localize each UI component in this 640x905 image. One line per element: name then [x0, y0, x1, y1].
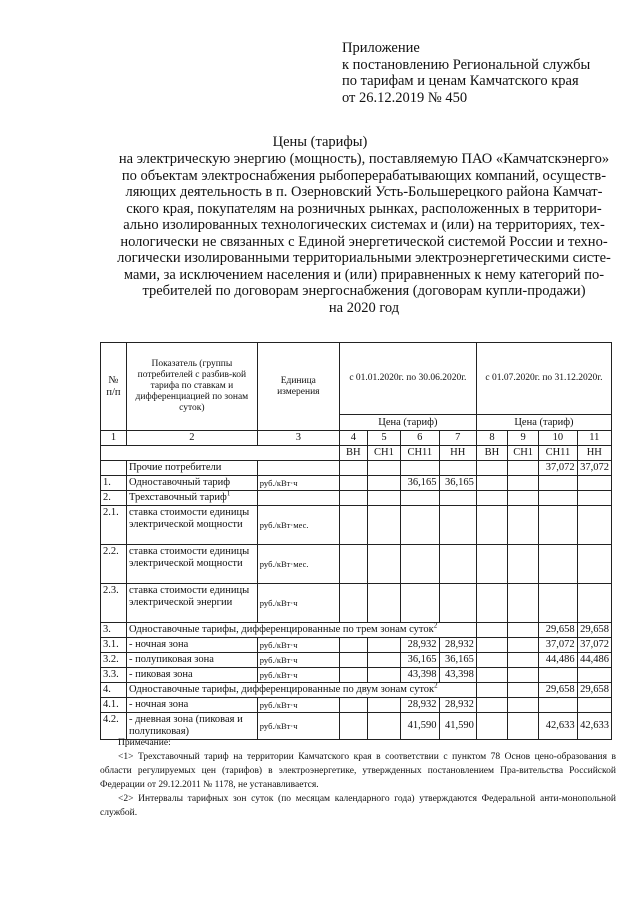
appendix-line: от 26.12.2019 № 450 [342, 89, 468, 106]
price-cell [367, 545, 400, 584]
table-row [101, 698, 612, 713]
row-number: 2. [101, 491, 127, 506]
subtitle-line: мами, за исключением населения и (или) приравненных к нему категорий по- [123, 266, 605, 283]
price-cell [476, 638, 507, 653]
table-row [101, 461, 612, 476]
price-cell [339, 491, 367, 506]
row-number: 4.2. [101, 713, 127, 740]
row-indicator [126, 461, 257, 476]
price-cell [439, 584, 476, 623]
row-number: 2.3. [101, 584, 127, 623]
subtitle-line: на электрическую энергию (мощность), поставляемую ПАО «Камчатскэнерго» [118, 151, 610, 167]
price-cell [508, 668, 539, 683]
level-cell: НН [577, 446, 611, 461]
col-num-cell: 9 [508, 431, 539, 446]
table-row [101, 638, 612, 653]
row-indicator [126, 653, 257, 668]
price-cell [539, 491, 577, 506]
appendix-line: к постановлению Региональной службы [342, 56, 591, 73]
price-cell [539, 698, 577, 713]
price-cell: 29,658 [539, 683, 577, 698]
price-cell [508, 506, 539, 545]
header-period-1: с 01.01.2020г. по 30.06.2020г. [339, 343, 476, 415]
row-number [101, 461, 127, 476]
price-cell [476, 653, 507, 668]
price-cell [508, 683, 539, 698]
row-indicator-text: - ночная зона [128, 639, 189, 650]
row-indicator-text: Одноставочный тариф [128, 477, 231, 488]
row-unit: руб./кВт·ч [257, 653, 339, 668]
col-num-cell: 11 [577, 431, 611, 446]
row-indicator [126, 683, 476, 698]
price-cell: 37,072 [577, 638, 611, 653]
col-num-cell: 1 [101, 431, 127, 446]
level-cell: СН11 [539, 446, 577, 461]
level-cell: НН [439, 446, 476, 461]
footnote-ref: 2 [433, 622, 438, 630]
header-price-1: Цена (тариф) [339, 415, 476, 431]
price-cell [439, 491, 476, 506]
price-cell [577, 584, 611, 623]
row-indicator [126, 668, 257, 683]
subtitle-line: логически изолированными территориальными электроэнергетическими систе- [117, 250, 611, 266]
table-row [101, 683, 612, 698]
price-cell [577, 698, 611, 713]
price-cell [339, 584, 367, 623]
row-indicator-text: - полупиковая зона [128, 654, 214, 665]
price-cell [508, 698, 539, 713]
col-num-cell: 3 [257, 431, 339, 446]
row-unit: руб./кВт·ч [257, 584, 339, 623]
row-indicator [126, 638, 257, 653]
appendix-line: по тарифам и ценам Камчатского края [342, 73, 579, 89]
price-cell [367, 461, 400, 476]
row-indicator [126, 476, 257, 491]
price-cell [539, 584, 577, 623]
note-2: <2> Интервалы тарифных зон суток (по месяцам календарного года) утверждаются Федеральной анти-монопольной службой. [100, 794, 616, 818]
table-row [101, 545, 612, 584]
price-cell: 28,932 [439, 638, 476, 653]
row-indicator [126, 506, 257, 545]
col-num-cell: 4 [339, 431, 367, 446]
table-row [101, 506, 612, 545]
price-cell: 29,658 [539, 623, 577, 638]
price-cell [539, 506, 577, 545]
row-number: 3.3. [101, 668, 127, 683]
price-cell [476, 461, 507, 476]
col-num-cell: 7 [439, 431, 476, 446]
row-unit: руб./кВт·мес. [257, 506, 339, 545]
price-cell [476, 668, 507, 683]
price-cell: 43,398 [401, 668, 439, 683]
col-num-cell: 5 [367, 431, 400, 446]
price-cell [508, 623, 539, 638]
header-indicator: Показатель (группы потребителей с разбив-кой тарифа по ставкам и дифференциацией по зонам суток) [126, 343, 257, 431]
price-cell [401, 506, 439, 545]
row-unit: руб./кВт·ч [257, 713, 339, 740]
row-number: 1. [101, 476, 127, 491]
row-indicator [126, 698, 257, 713]
row-unit [257, 461, 339, 476]
level-cell: СН1 [508, 446, 539, 461]
row-indicator [126, 545, 257, 584]
price-cell [339, 653, 367, 668]
levels-spacer [101, 446, 340, 461]
price-cell: 44,486 [577, 653, 611, 668]
price-cell: 36,165 [401, 653, 439, 668]
price-cell [339, 545, 367, 584]
price-cell: 29,658 [577, 683, 611, 698]
row-number: 4.1. [101, 698, 127, 713]
subtitle-line: по объектам электроснабжения рыбоперерабатывающих компаний, осуществ- [121, 167, 607, 184]
row-number: 2.2. [101, 545, 127, 584]
col-num-cell: 8 [476, 431, 507, 446]
price-cell [508, 491, 539, 506]
price-cell [577, 668, 611, 683]
footnote-ref: 2 [434, 682, 438, 690]
header-period-2: с 01.07.2020г. по 31.12.2020г. [476, 343, 611, 415]
row-indicator-text: Трехставочный тариф [128, 492, 227, 503]
row-unit: руб./кВт·ч [257, 698, 339, 713]
price-cell [508, 545, 539, 584]
header-price-2: Цена (тариф) [476, 415, 611, 431]
price-cell [476, 584, 507, 623]
subtitle-line: ского края, покупателям на розничных рынках, расположенных в территори- [126, 200, 602, 217]
price-cell [339, 668, 367, 683]
subtitle-line: ально изолированных технологических системах и (или) на территориях, тех- [123, 217, 605, 233]
price-cell [476, 506, 507, 545]
document-title: Цены (тарифы) [272, 134, 368, 150]
price-cell: 28,932 [439, 698, 476, 713]
price-cell [367, 584, 400, 623]
row-indicator [126, 584, 257, 623]
price-cell [476, 476, 507, 491]
row-indicator-text: - дневная зона (пиковая и полупиковая) [128, 714, 243, 737]
table-row [101, 668, 612, 683]
price-cell: 37,072 [577, 461, 611, 476]
price-cell [577, 506, 611, 545]
row-indicator-text: Одноставочные тарифы, дифференцированные по трем зонам суток [128, 624, 434, 635]
price-cell: 42,633 [539, 713, 577, 740]
subtitle-line: ляющих деятельность в п. Озерновский Усть-Большерецкого района Камчат- [125, 184, 603, 200]
notes-heading: Примечание: [118, 738, 171, 748]
price-cell [508, 638, 539, 653]
price-cell [476, 545, 507, 584]
price-cell [508, 653, 539, 668]
price-cell [339, 698, 367, 713]
price-cell [367, 491, 400, 506]
row-unit: руб./кВт·ч [257, 638, 339, 653]
col-num-cell: 2 [126, 431, 257, 446]
price-cell [539, 476, 577, 491]
row-number: 3. [101, 623, 127, 638]
price-cell [539, 545, 577, 584]
appendix-line: Приложение [342, 40, 420, 56]
subtitle-line: требителей по договорам энергоснабжения (договорам купли-продажи) [142, 283, 586, 299]
price-cell [401, 491, 439, 506]
row-number: 3.1. [101, 638, 127, 653]
row-indicator-text: ставка стоимости единицы электрической мощности [128, 507, 250, 530]
table-row [101, 584, 612, 623]
price-cell: 37,072 [539, 461, 577, 476]
price-cell: 28,932 [401, 638, 439, 653]
price-cell [577, 476, 611, 491]
price-table-body [101, 461, 612, 740]
price-cell [476, 698, 507, 713]
price-cell [339, 638, 367, 653]
price-cell: 42,633 [577, 713, 611, 740]
row-number: 2.1. [101, 506, 127, 545]
price-cell: 36,165 [439, 653, 476, 668]
price-cell: 43,398 [439, 668, 476, 683]
price-table [100, 342, 612, 740]
row-indicator [126, 623, 476, 638]
footnote-ref: 1 [226, 490, 231, 498]
price-cell [476, 491, 507, 506]
level-cell: СН1 [367, 446, 400, 461]
row-indicator-text: ставка стоимости единицы электрической мощности [128, 546, 250, 569]
subtitle-line: на 2020 год [328, 299, 400, 316]
price-cell [508, 476, 539, 491]
price-cell [339, 506, 367, 545]
price-cell: 36,165 [401, 476, 439, 491]
level-cell: СН11 [401, 446, 439, 461]
row-number: 4. [101, 683, 127, 698]
row-unit [257, 491, 339, 506]
price-cell [577, 545, 611, 584]
price-cell [367, 638, 400, 653]
header-num: № п/п [101, 343, 127, 431]
table-row [101, 476, 612, 491]
row-unit: руб./кВт·ч [257, 668, 339, 683]
table-row [101, 623, 612, 638]
price-cell [508, 584, 539, 623]
document-subtitle [98, 151, 630, 316]
price-cell [577, 491, 611, 506]
row-indicator-text: Одноставочные тарифы, дифференцированные по двум зонам суток [128, 684, 435, 695]
price-cell [367, 653, 400, 668]
price-cell [367, 506, 400, 545]
price-cell: 36,165 [439, 476, 476, 491]
price-cell [367, 476, 400, 491]
row-number: 3.2. [101, 653, 127, 668]
price-cell [401, 584, 439, 623]
price-cell [476, 683, 507, 698]
subtitle-line: нологически не связанных с Единой энергетической системой России и техно- [120, 233, 608, 250]
price-cell [539, 668, 577, 683]
row-indicator-text: ставка стоимости единицы электрической энергии [128, 585, 250, 608]
table-row [101, 653, 612, 668]
appendix-block [342, 40, 632, 106]
price-cell [439, 545, 476, 584]
level-cell: ВН [339, 446, 367, 461]
table-row [101, 491, 612, 506]
price-cell [439, 461, 476, 476]
price-cell: 41,590 [401, 713, 439, 740]
price-cell [339, 461, 367, 476]
col-num-cell: 10 [539, 431, 577, 446]
price-cell [439, 506, 476, 545]
price-cell: 44,486 [539, 653, 577, 668]
price-cell: 41,590 [439, 713, 476, 740]
price-cell [508, 461, 539, 476]
row-indicator-text: - пиковая зона [128, 669, 193, 680]
price-cell [339, 476, 367, 491]
row-indicator [126, 491, 257, 506]
price-cell [401, 461, 439, 476]
price-cell [476, 623, 507, 638]
row-indicator-text: Прочие потребители [128, 462, 222, 473]
row-indicator-text: - ночная зона [128, 699, 189, 710]
header-unit: Единица измерения [257, 343, 339, 431]
col-num-cell: 6 [401, 431, 439, 446]
price-cell [367, 698, 400, 713]
price-cell: 29,658 [577, 623, 611, 638]
row-unit: руб./кВт·ч [257, 476, 339, 491]
price-cell: 37,072 [539, 638, 577, 653]
note-1: <1> Трехставочный тариф на территории Камчатского края в соответствии с пунктом 78 Основ цено-образования в области регулируемых цен (тарифов) в электроэнергетике, утвержденных постановлением Пра-вительства Российской Федерации от 29.12.2011 № 1178, не устанавливается. [100, 752, 616, 790]
row-unit: руб./кВт·мес. [257, 545, 339, 584]
price-cell [401, 545, 439, 584]
price-cell: 28,932 [401, 698, 439, 713]
notes-block [100, 736, 616, 820]
level-cell: ВН [476, 446, 507, 461]
price-cell [367, 668, 400, 683]
